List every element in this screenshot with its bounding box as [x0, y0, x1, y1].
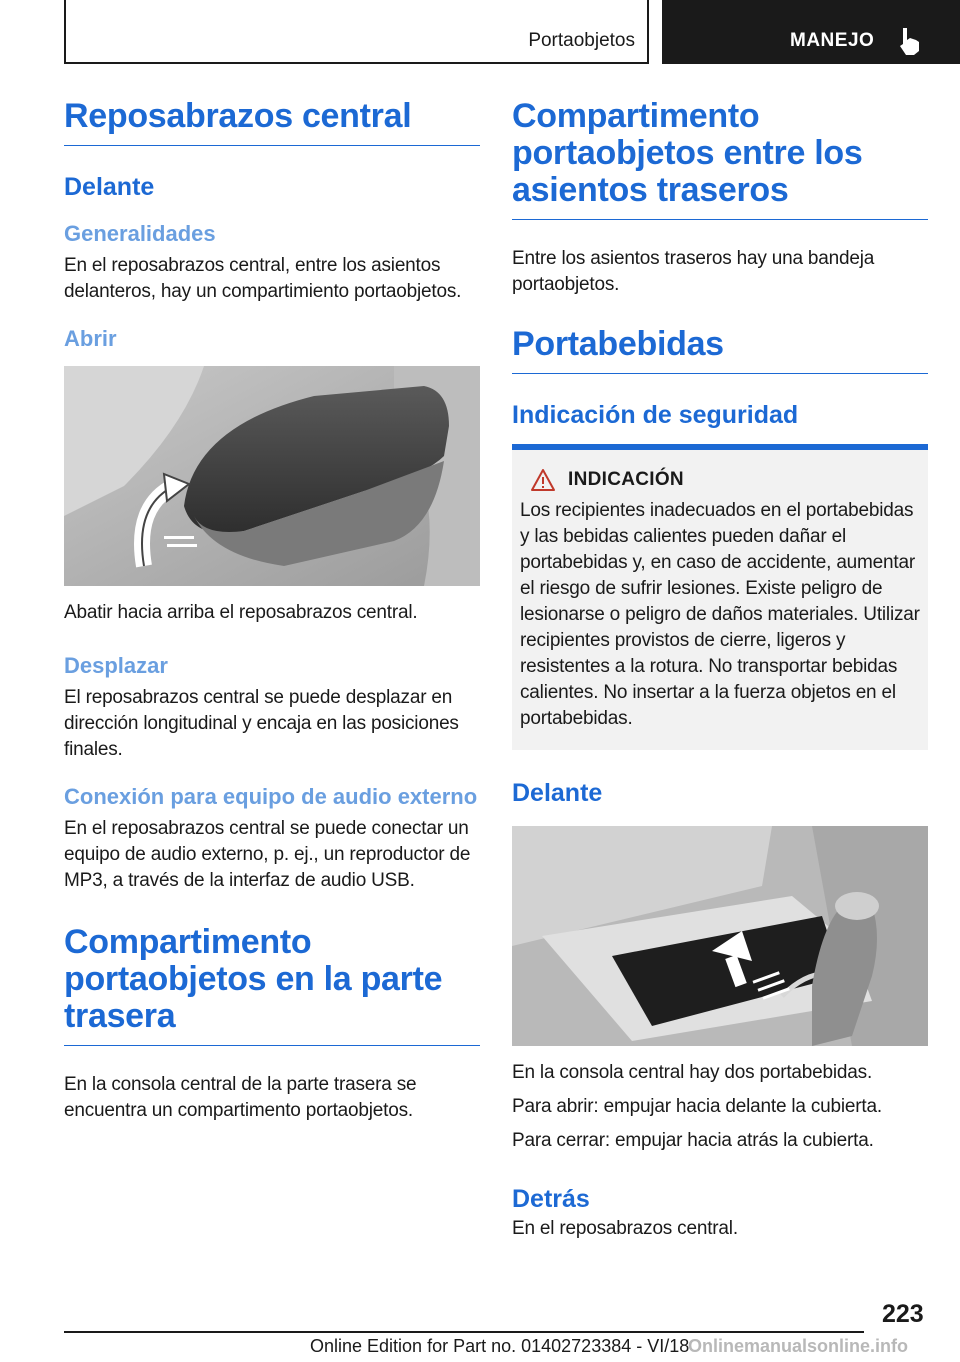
header-section-title: Portaobjetos [528, 30, 635, 51]
text-general: En el reposabrazos central, entre los asientos delanteros, hay un compartimiento portaobjetos. [64, 255, 462, 302]
text-rear-cupholder: En el reposabrazos central. [512, 1218, 738, 1239]
heading-rear-compartment: Compartimento portaobjetos en la parte trasera [64, 924, 480, 1046]
text-audio: En el reposabrazos central se puede conectar un equipo de audio externo, p. ej., un reproductor de MP3, a través de la interfaz de audio USB. [64, 818, 471, 891]
header-chapter-label: MANEJO [790, 30, 875, 51]
heading-front: Delante [64, 173, 155, 201]
figure-cupholder-front [512, 826, 928, 1046]
heading-audio: Conexión para equipo de audio externo [64, 784, 478, 809]
notice-title: INDICACIÓN [568, 469, 684, 490]
heading-cupholders: Portabebidas [512, 326, 928, 374]
heading-between-seats: Compartimento portaobjetos entre los asientos traseros [512, 98, 928, 220]
text-cup3: Para cerrar: empujar hacia atrás la cubierta. [512, 1130, 874, 1151]
caption-open: Abatir hacia arriba el reposabrazos central. [64, 602, 418, 623]
heading-armrest: Reposabrazos central [64, 98, 480, 146]
footer-edition: Online Edition for Part no. 01402723384 - VI/18 [310, 1336, 690, 1356]
hand-pointer-icon [894, 24, 928, 58]
header-chapter-tab [662, 0, 960, 64]
notice-text: Los recipientes inadecuados en el portabebidas y las bebidas calientes pueden dañar el portabebidas y, en caso de accidente, aumentar el riesgo de sufrir lesiones. Existe peligro de lesionarse o peligro de daños materiales. Utilizar recipientes provistos de cierre, ligeros y resistentes a la rotura. No transportar bebidas calientes. No insertar a la fuerza objetos en el portabebidas. [520, 500, 920, 729]
heading-move: Desplazar [64, 653, 168, 678]
safety-notice [512, 450, 928, 750]
text-move: El reposabrazos central se puede desplazar en dirección longitudinal y encaja en las posiciones finales. [64, 687, 459, 760]
footer-divider [64, 1331, 864, 1333]
left-column [64, 98, 480, 1144]
heading-rear-cupholder: Detrás [512, 1185, 590, 1213]
text-between-seats: Entre los asientos traseros hay una bandeja portaobjetos. [512, 248, 875, 295]
footer-watermark: Onlinemanualsonline.info [688, 1336, 909, 1356]
text-cup1: En la consola central hay dos portabebidas. [512, 1062, 873, 1083]
heading-general: Generalidades [64, 221, 216, 246]
header-section-box [64, 0, 649, 64]
heading-front-cupholder: Delante [512, 779, 603, 807]
right-column [512, 98, 928, 1262]
page-number: 223 [882, 1300, 924, 1328]
text-cup2: Para abrir: empujar hacia delante la cubierta. [512, 1096, 882, 1117]
warning-triangle-icon [530, 468, 556, 492]
heading-open: Abrir [64, 326, 117, 351]
heading-safety: Indicación de seguridad [512, 400, 928, 450]
figure-armrest-open [64, 366, 480, 586]
text-rear-compartment: En la consola central de la parte trasera se encuentra un compartimento portaobjetos. [64, 1074, 417, 1121]
